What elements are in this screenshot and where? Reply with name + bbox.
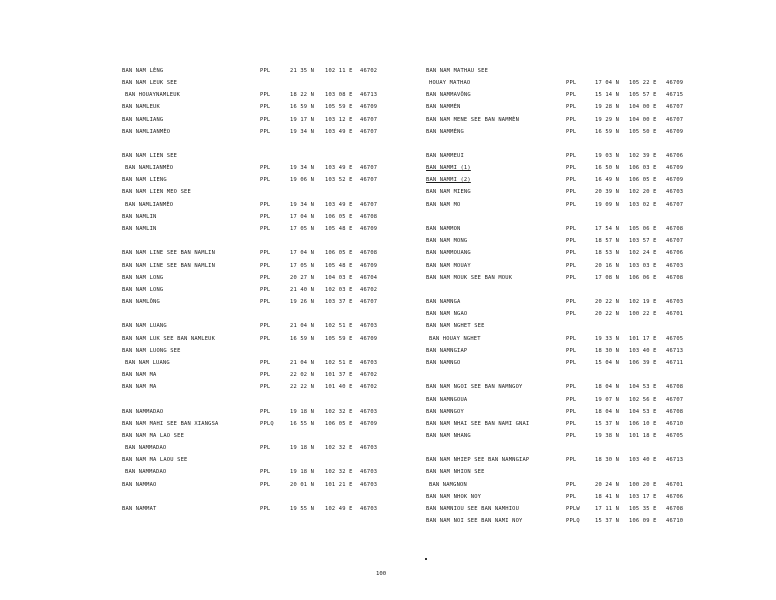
feature-type: PPL	[260, 104, 271, 110]
feature-type: PPL	[260, 299, 271, 305]
map-reference: 46708	[666, 506, 684, 512]
feature-type: PPL	[260, 177, 271, 183]
longitude: 102 24 E	[629, 250, 657, 256]
longitude: 101 21 E	[325, 482, 353, 488]
place-name: BAN NAM NGHET SEE	[426, 323, 485, 329]
longitude: 105 22 E	[629, 80, 657, 86]
place-name: BAN NAMMI (1)	[426, 165, 471, 171]
map-reference: 46706	[666, 494, 684, 500]
feature-type: PPL	[260, 360, 271, 366]
place-name: BAN NAM LONG	[122, 275, 164, 281]
map-reference: 46706	[666, 250, 684, 256]
feature-type: PPL	[566, 275, 577, 281]
feature-type: PPL	[260, 482, 271, 488]
map-reference: 46702	[360, 372, 378, 378]
place-name: BAN NAMNGA	[426, 299, 461, 305]
latitude: 16 59 N	[595, 129, 620, 135]
feature-type: PPL	[566, 189, 577, 195]
place-name: BAN NAMMOUANG	[426, 250, 471, 256]
longitude: 106 03 E	[629, 165, 657, 171]
map-reference: 46713	[666, 457, 684, 463]
longitude: 101 17 E	[629, 336, 657, 342]
map-reference: 46708	[666, 409, 684, 415]
place-name: BAN NAMMADAO	[122, 409, 164, 415]
longitude: 101 40 E	[325, 384, 353, 390]
place-name: BAN NAM MA	[122, 384, 157, 390]
place-name: BAN NAMNGIAP	[426, 348, 468, 354]
feature-type: PPL	[260, 117, 271, 123]
longitude: 103 57 E	[629, 238, 657, 244]
latitude: 21 04 N	[290, 360, 315, 366]
place-name: BAN NAMLIN	[122, 214, 157, 220]
longitude: 100 20 E	[629, 482, 657, 488]
longitude: 104 00 E	[629, 104, 657, 110]
feature-type: PPL	[566, 348, 577, 354]
latitude: 18 04 N	[595, 384, 620, 390]
place-name: BAN NAM MO	[426, 202, 461, 208]
latitude: 19 18 N	[290, 409, 315, 415]
feature-type: PPL	[260, 409, 271, 415]
longitude: 104 53 E	[629, 384, 657, 390]
latitude: 17 05 N	[290, 263, 315, 269]
latitude: 21 35 N	[290, 68, 315, 74]
latitude: 17 04 N	[290, 250, 315, 256]
feature-type: PPL	[260, 506, 271, 512]
place-name: BAN NAM LINE SEE BAN NAMLIN	[122, 250, 216, 256]
place-name: BAN NAMNGOUA	[426, 397, 468, 403]
longitude: 105 59 E	[325, 104, 353, 110]
latitude: 16 55 N	[290, 421, 315, 427]
place-name: BAN NAM NGOI SEE BAN NAMNGOY	[426, 384, 523, 390]
map-reference: 46707	[666, 202, 684, 208]
latitude: 22 22 N	[290, 384, 315, 390]
map-reference: 46702	[360, 287, 378, 293]
feature-type: PPL	[566, 177, 577, 183]
longitude: 103 49 E	[325, 129, 353, 135]
place-name: BAN NAM LIEN MEO SEE	[122, 189, 191, 195]
place-name: BAN NAM LUONG SEE	[122, 348, 181, 354]
place-name: BAN NAMMAVÔNG	[426, 92, 471, 98]
longitude: 105 06 E	[629, 226, 657, 232]
latitude: 19 07 N	[595, 397, 620, 403]
latitude: 20 24 N	[595, 482, 620, 488]
feature-type: PPL	[566, 299, 577, 305]
longitude: 106 06 E	[629, 275, 657, 281]
map-reference: 46708	[666, 384, 684, 390]
feature-type: PPL	[260, 226, 271, 232]
map-reference: 46709	[666, 129, 684, 135]
map-reference: 46703	[666, 189, 684, 195]
place-name: BAN NAMMAT	[122, 506, 157, 512]
longitude: 106 10 E	[629, 421, 657, 427]
latitude: 19 18 N	[290, 469, 315, 475]
longitude: 103 12 E	[325, 117, 353, 123]
map-reference: 46703	[666, 299, 684, 305]
latitude: 17 54 N	[595, 226, 620, 232]
place-name: BAN NAMMAO	[122, 482, 157, 488]
latitude: 18 41 N	[595, 494, 620, 500]
place-name: BAN NAM LEUK SEE	[122, 80, 178, 86]
place-name: BAN NAMNIOU SEE BAN NAMHIOU	[426, 506, 520, 512]
feature-type: PPLW	[566, 506, 580, 512]
latitude: 17 08 N	[595, 275, 620, 281]
longitude: 102 51 E	[325, 360, 353, 366]
map-reference: 46702	[360, 384, 378, 390]
latitude: 20 22 N	[595, 299, 620, 305]
longitude: 102 03 E	[325, 287, 353, 293]
latitude: 16 49 N	[595, 177, 620, 183]
longitude: 105 50 E	[629, 129, 657, 135]
latitude: 16 59 N	[290, 104, 315, 110]
place-name: BAN NAMLEUK	[122, 104, 160, 110]
map-reference: 46707	[666, 104, 684, 110]
latitude: 17 11 N	[595, 506, 620, 512]
longitude: 105 35 E	[629, 506, 657, 512]
longitude: 103 37 E	[325, 299, 353, 305]
map-reference: 46709	[360, 336, 378, 342]
longitude: 102 51 E	[325, 323, 353, 329]
longitude: 105 59 E	[325, 336, 353, 342]
map-reference: 46707	[360, 202, 378, 208]
longitude: 103 49 E	[325, 202, 353, 208]
longitude: 102 39 E	[629, 153, 657, 159]
map-reference: 46701	[666, 311, 684, 317]
map-reference: 46707	[360, 165, 378, 171]
map-reference: 46704	[360, 275, 378, 281]
feature-type: PPL	[566, 202, 577, 208]
place-name: BAN NAMMADAO	[125, 445, 167, 451]
longitude: 102 56 E	[629, 397, 657, 403]
longitude: 105 57 E	[629, 92, 657, 98]
map-reference: 46703	[360, 506, 378, 512]
longitude: 102 19 E	[629, 299, 657, 305]
longitude: 105 48 E	[325, 263, 353, 269]
feature-type: PPL	[260, 384, 271, 390]
feature-type: PPL	[260, 287, 271, 293]
place-name: BAN NAMMEUI	[426, 153, 464, 159]
map-reference: 46705	[666, 336, 684, 342]
longitude: 103 17 E	[629, 494, 657, 500]
latitude: 15 37 N	[595, 518, 620, 524]
map-reference: 46703	[360, 323, 378, 329]
latitude: 20 16 N	[595, 263, 620, 269]
place-name: BAN NAM MA LAO SEE	[122, 433, 185, 439]
longitude: 102 11 E	[325, 68, 353, 74]
place-name: BAN NAM NGAO	[426, 311, 468, 317]
place-name: BAN NAM LÈNG	[122, 68, 164, 74]
place-name: BAN NAMNGO	[426, 360, 461, 366]
longitude: 103 40 E	[629, 348, 657, 354]
feature-type: PPL	[260, 250, 271, 256]
longitude: 103 02 E	[629, 202, 657, 208]
latitude: 19 29 N	[595, 117, 620, 123]
latitude: 19 18 N	[290, 445, 315, 451]
latitude: 16 50 N	[595, 165, 620, 171]
feature-type: PPL	[566, 250, 577, 256]
feature-type: PPL	[566, 433, 577, 439]
map-reference: 46703	[666, 263, 684, 269]
longitude: 101 37 E	[325, 372, 353, 378]
place-name: BAN NAM MA LAOU SEE	[122, 457, 188, 463]
place-name: BAN NAM LUANG	[125, 360, 170, 366]
longitude: 102 32 E	[325, 469, 353, 475]
feature-type: PPL	[260, 214, 271, 220]
map-reference: 46708	[360, 250, 378, 256]
map-reference: 46709	[666, 165, 684, 171]
latitude: 20 27 N	[290, 275, 315, 281]
latitude: 19 03 N	[595, 153, 620, 159]
place-name: HOUAY MATHAO	[429, 80, 471, 86]
map-reference: 46702	[360, 68, 378, 74]
longitude: 101 18 E	[629, 433, 657, 439]
feature-type: PPLQ	[566, 518, 580, 524]
feature-type: PPL	[566, 494, 577, 500]
latitude: 15 04 N	[595, 360, 620, 366]
longitude: 106 09 E	[629, 518, 657, 524]
feature-type: PPL	[566, 226, 577, 232]
latitude: 15 14 N	[595, 92, 620, 98]
feature-type: PPL	[260, 263, 271, 269]
feature-type: PPLQ	[260, 421, 274, 427]
longitude: 104 03 E	[325, 275, 353, 281]
latitude: 20 39 N	[595, 189, 620, 195]
map-reference: 46709	[360, 263, 378, 269]
map-reference: 46707	[666, 397, 684, 403]
place-name: BAN NAM MENE SEE BAN NAMMÈN	[426, 117, 520, 123]
place-name: BAN NAM MONG	[426, 238, 468, 244]
feature-type: PPL	[566, 80, 577, 86]
place-name: BAN NAM LUK SEE BAN NAMLEUK	[122, 336, 216, 342]
map-reference: 46707	[666, 117, 684, 123]
map-reference: 46709	[666, 80, 684, 86]
latitude: 18 30 N	[595, 457, 620, 463]
feature-type: PPL	[566, 165, 577, 171]
map-reference: 46708	[666, 275, 684, 281]
place-name: BAN NAM MA	[122, 372, 157, 378]
latitude: 17 05 N	[290, 226, 315, 232]
latitude: 19 17 N	[290, 117, 315, 123]
feature-type: PPL	[260, 129, 271, 135]
latitude: 18 30 N	[595, 348, 620, 354]
map-reference: 46703	[360, 409, 378, 415]
latitude: 21 40 N	[290, 287, 315, 293]
map-reference: 46713	[666, 348, 684, 354]
longitude: 103 03 E	[629, 263, 657, 269]
latitude: 18 04 N	[595, 409, 620, 415]
place-name: BAN NAM LIEN SEE	[122, 153, 178, 159]
longitude: 106 05 E	[325, 250, 353, 256]
feature-type: PPL	[566, 92, 577, 98]
place-name: BAN NAM MOUK SEE BAN MOUK	[426, 275, 513, 281]
place-name: BAN NAMLÔNG	[122, 299, 160, 305]
place-name: BAN NAMLIANMÈO	[122, 129, 171, 135]
map-reference: 46703	[360, 469, 378, 475]
map-reference: 46703	[360, 445, 378, 451]
place-name: BAN HOUAY NGHET	[429, 336, 481, 342]
map-reference: 46715	[666, 92, 684, 98]
map-reference: 46706	[666, 153, 684, 159]
feature-type: PPL	[566, 409, 577, 415]
feature-type: PPL	[566, 153, 577, 159]
latitude: 19 34 N	[290, 129, 315, 135]
map-reference: 46710	[666, 421, 684, 427]
map-reference: 46707	[666, 238, 684, 244]
place-name: BAN NAM NHIEP SEE BAN NAMNGIAP	[426, 457, 530, 463]
place-name: BAN NAMNGOY	[426, 409, 464, 415]
longitude: 106 05 E	[629, 177, 657, 183]
feature-type: PPL	[566, 360, 577, 366]
longitude: 106 05 E	[325, 214, 353, 220]
feature-type: PPL	[260, 336, 271, 342]
feature-type: PPL	[260, 202, 271, 208]
feature-type: PPL	[566, 397, 577, 403]
map-reference: 46709	[666, 177, 684, 183]
latitude: 19 06 N	[290, 177, 315, 183]
place-name: BAN NAMLIN	[122, 226, 157, 232]
longitude: 103 52 E	[325, 177, 353, 183]
place-name: BAN NAM LIENG	[122, 177, 167, 183]
map-reference: 46703	[360, 482, 378, 488]
map-reference: 46708	[360, 214, 378, 220]
longitude: 103 08 E	[325, 92, 353, 98]
latitude: 17 04 N	[595, 80, 620, 86]
feature-type: PPL	[566, 384, 577, 390]
feature-type: PPL	[260, 372, 271, 378]
longitude: 103 40 E	[629, 457, 657, 463]
longitude: 102 32 E	[325, 409, 353, 415]
feature-type: PPL	[566, 457, 577, 463]
feature-type: PPL	[260, 445, 271, 451]
place-name: BAN NAMLIANMÈO	[125, 202, 174, 208]
feature-type: PPL	[566, 421, 577, 427]
latitude: 19 38 N	[595, 433, 620, 439]
map-reference: 46707	[360, 129, 378, 135]
feature-type: PPL	[566, 129, 577, 135]
map-reference: 46703	[360, 360, 378, 366]
map-reference: 46701	[666, 482, 684, 488]
page-number: 100	[376, 571, 387, 577]
place-name: BAN NAMMÈN	[426, 104, 461, 110]
place-name: BAN NAM MIENG	[426, 189, 471, 195]
feature-type: PPL	[260, 323, 271, 329]
feature-type: PPL	[260, 469, 271, 475]
feature-type: PPL	[260, 68, 271, 74]
place-name: BAN NAMGNON	[429, 482, 467, 488]
place-name: BAN NAMMON	[426, 226, 461, 232]
latitude: 19 34 N	[290, 202, 315, 208]
latitude: 19 28 N	[595, 104, 620, 110]
latitude: 22 02 N	[290, 372, 315, 378]
latitude: 19 33 N	[595, 336, 620, 342]
map-reference: 46708	[666, 226, 684, 232]
place-name: BAN NAMLIANMÈO	[125, 165, 174, 171]
longitude: 102 49 E	[325, 506, 353, 512]
feature-type: PPL	[566, 117, 577, 123]
place-name: BAN NAMLIANG	[122, 117, 164, 123]
latitude: 19 09 N	[595, 202, 620, 208]
place-name: BAN NAM LONG	[122, 287, 164, 293]
longitude: 103 49 E	[325, 165, 353, 171]
place-name: BAN NAMMÈNG	[426, 129, 464, 135]
feature-type: PPL	[566, 482, 577, 488]
map-reference: 46707	[360, 299, 378, 305]
place-name: BAN NAMMI (2)	[426, 177, 471, 183]
place-name: BAN NAM NOI SEE BAN NAMI NOY	[426, 518, 523, 524]
place-name: BAN NAM MOUAY	[426, 263, 471, 269]
latitude: 15 37 N	[595, 421, 620, 427]
map-reference: 46713	[360, 92, 378, 98]
place-name: BAN NAM NHAI SEE BAN NAMI GNAI	[426, 421, 530, 427]
latitude: 21 04 N	[290, 323, 315, 329]
feature-type: PPL	[566, 104, 577, 110]
longitude: 106 39 E	[629, 360, 657, 366]
longitude: 106 05 E	[325, 421, 353, 427]
place-name: BAN NAMMADAO	[125, 469, 167, 475]
map-reference: 46711	[666, 360, 684, 366]
latitude: 16 59 N	[290, 336, 315, 342]
latitude: 18 53 N	[595, 250, 620, 256]
latitude: 17 04 N	[290, 214, 315, 220]
latitude: 19 55 N	[290, 506, 315, 512]
map-reference: 46707	[360, 177, 378, 183]
place-name: BAN NAM MATHAU SEE	[426, 68, 489, 74]
latitude: 19 26 N	[290, 299, 315, 305]
map-reference: 46709	[360, 421, 378, 427]
latitude: 19 34 N	[290, 165, 315, 171]
place-name: BAN NAM NHION SEE	[426, 469, 485, 475]
place-name: BAN NAM NHANG	[426, 433, 471, 439]
map-reference: 46707	[360, 117, 378, 123]
feature-type: PPL	[260, 92, 271, 98]
map-reference: 46710	[666, 518, 684, 524]
latitude: 18 57 N	[595, 238, 620, 244]
map-reference: 46709	[360, 104, 378, 110]
longitude: 105 48 E	[325, 226, 353, 232]
feature-type: PPL	[566, 336, 577, 342]
map-reference: 46705	[666, 433, 684, 439]
place-name: BAN HOUAYNAMLEUK	[125, 92, 181, 98]
longitude: 102 32 E	[325, 445, 353, 451]
place-name: BAN NAM MAHI SEE BAN XIANGSA	[122, 421, 219, 427]
feature-type: PPL	[566, 238, 577, 244]
latitude: 20 01 N	[290, 482, 315, 488]
place-name: BAN NAM NHOK NOY	[426, 494, 482, 500]
feature-type: PPL	[566, 263, 577, 269]
longitude: 104 53 E	[629, 409, 657, 415]
place-name: BAN NAM LUANG	[122, 323, 167, 329]
longitude: 104 00 E	[629, 117, 657, 123]
feature-type: PPL	[260, 275, 271, 281]
place-name: BAN NAM LINE SEE BAN NAMLIN	[122, 263, 216, 269]
stray-mark	[425, 558, 427, 560]
latitude: 20 22 N	[595, 311, 620, 317]
map-reference: 46709	[360, 226, 378, 232]
latitude: 18 22 N	[290, 92, 315, 98]
feature-type: PPL	[566, 311, 577, 317]
longitude: 102 20 E	[629, 189, 657, 195]
feature-type: PPL	[260, 165, 271, 171]
longitude: 100 22 E	[629, 311, 657, 317]
